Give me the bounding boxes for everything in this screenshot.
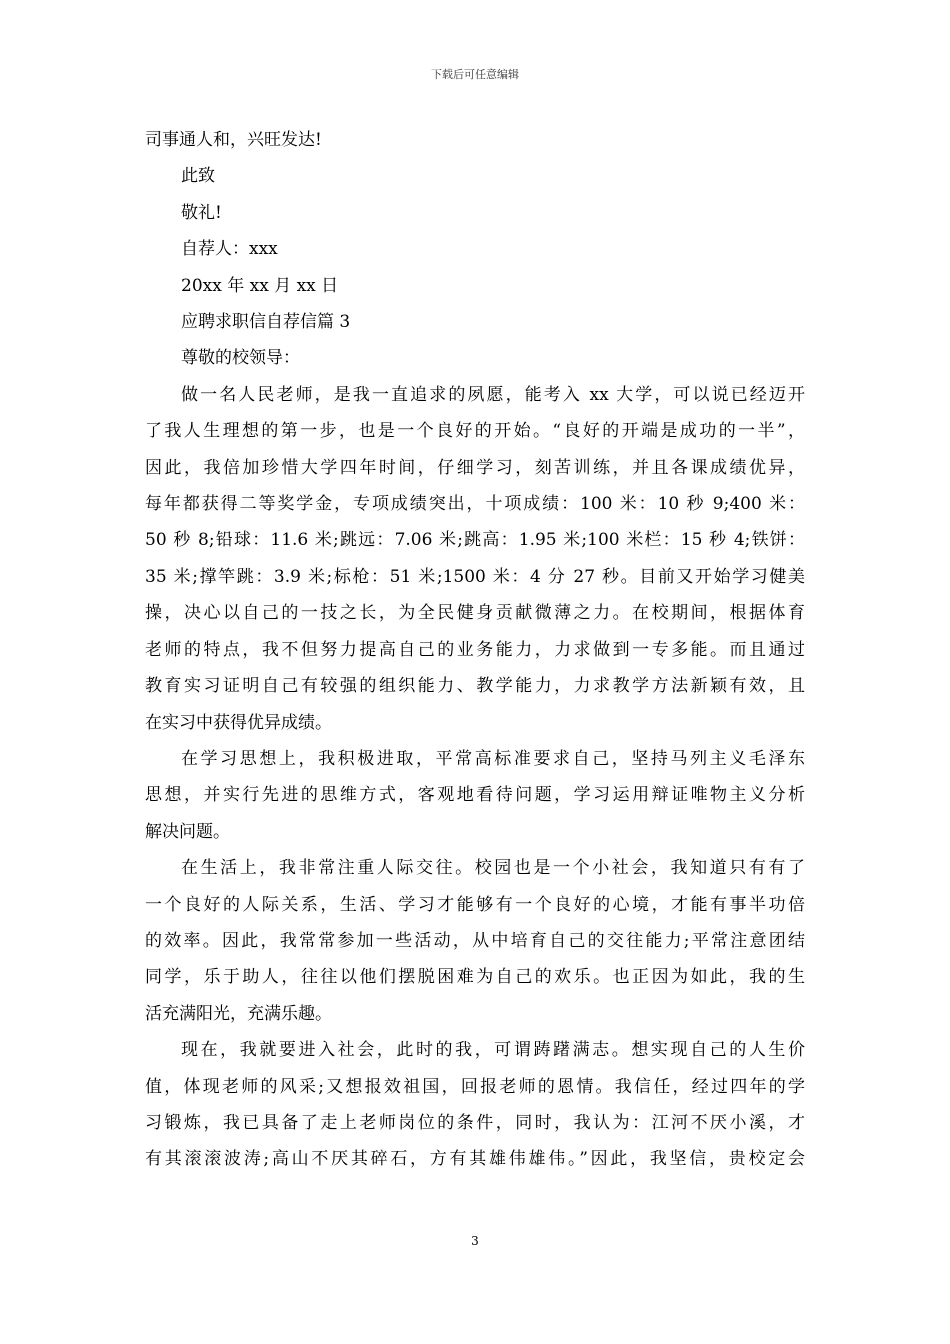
- document-body: [145, 122, 805, 1178]
- text-line: 做一名人民老师，是我一直追求的夙愿，能考入 xx 大学，可以说已经迈开: [181, 384, 805, 405]
- signature-line: 自荐人：xxx: [181, 239, 278, 260]
- text-line: 因此，我倍加珍惜大学四年时间，仔细学习，刻苦训练，并且各课成绩优异，: [145, 457, 805, 478]
- text-line: 习锻炼，我已具备了走上老师岗位的条件，同时，我认为：江河不厌小溪，才: [145, 1112, 805, 1133]
- text-line: 50 秒 8;铅球：11.6 米;跳远：7.06 米;跳高：1.95 米;100 米栏：15 秒 4;铁饼：: [145, 530, 805, 551]
- text-line: 活充满阳光，充满乐趣。: [145, 1003, 332, 1024]
- text-line: 一个良好的人际关系，生活、学习才能够有一个良好的心境，才能有事半功倍: [145, 894, 805, 915]
- closing-salutation: 此致: [181, 166, 215, 187]
- date-line: 20xx 年 xx 月 xx 日: [181, 275, 339, 296]
- text-line: 老师的特点，我不但努力提高自己的业务能力，力求做到一专多能。而且通过: [145, 639, 805, 660]
- text-line: 了我人生理想的第一步，也是一个良好的开始。“良好的开端是成功的一半”，: [145, 421, 805, 442]
- text-line: 每年都获得二等奖学金，专项成绩突出，十项成绩：100 米：10 秒 9;400 米：: [145, 494, 805, 515]
- text-line: 的效率。因此，我常常参加一些活动，从中培育自己的交往能力;平常注意团结: [145, 930, 805, 951]
- section-title: 应聘求职信自荐信篇 3: [181, 312, 351, 333]
- text-line: 值，体现老师的风采;又想报效祖国，回报老师的恩情。我信任，经过四年的学: [145, 1076, 805, 1097]
- text-line: 在实习中获得优异成绩。: [145, 712, 332, 733]
- text-line: 操，决心以自己的一技之长，为全民健身贡献微薄之力。在校期间，根据体育: [145, 603, 805, 624]
- text-line: 现在，我就要进入社会，此时的我，可谓踌躇满志。想实现自己的人生价: [181, 1040, 805, 1061]
- text-line: 35 米;撑竿跳：3.9 米;标枪：51 米;1500 米：4 分 27 秒。目前又开始学习健美: [145, 566, 805, 587]
- text-line: 在学习思想上，我积极进取，平常高标准要求自己，坚持马列主义毛泽东: [181, 748, 805, 769]
- page-number: 3: [471, 1234, 479, 1248]
- greeting-line: 尊敬的校领导：: [181, 348, 300, 369]
- closing-regards: 敬礼!: [181, 202, 222, 223]
- text-line: 在生活上，我非常注重人际交往。校园也是一个小社会，我知道只有有了: [181, 858, 805, 879]
- text-line: 教育实习证明自己有较强的组织能力、教学能力，力求教学方法新颖有效，且: [145, 676, 805, 697]
- text-line: 司事通人和，兴旺发达!: [145, 130, 322, 150]
- text-line: 同学，乐于助人，往往以他们摆脱困难为自己的欢乐。也正因为如此，我的生: [145, 967, 805, 988]
- text-line: 解决问题。: [145, 821, 230, 842]
- page-header: 下载后可任意编辑: [431, 68, 519, 81]
- text-line: 思想，并实行先进的思维方式，客观地看待问题，学习运用辩证唯物主义分析: [145, 785, 805, 806]
- text-line: 有其滚滚波涛;高山不厌其碎石，方有其雄伟雄伟。”因此，我坚信，贵校定会: [145, 1149, 805, 1170]
